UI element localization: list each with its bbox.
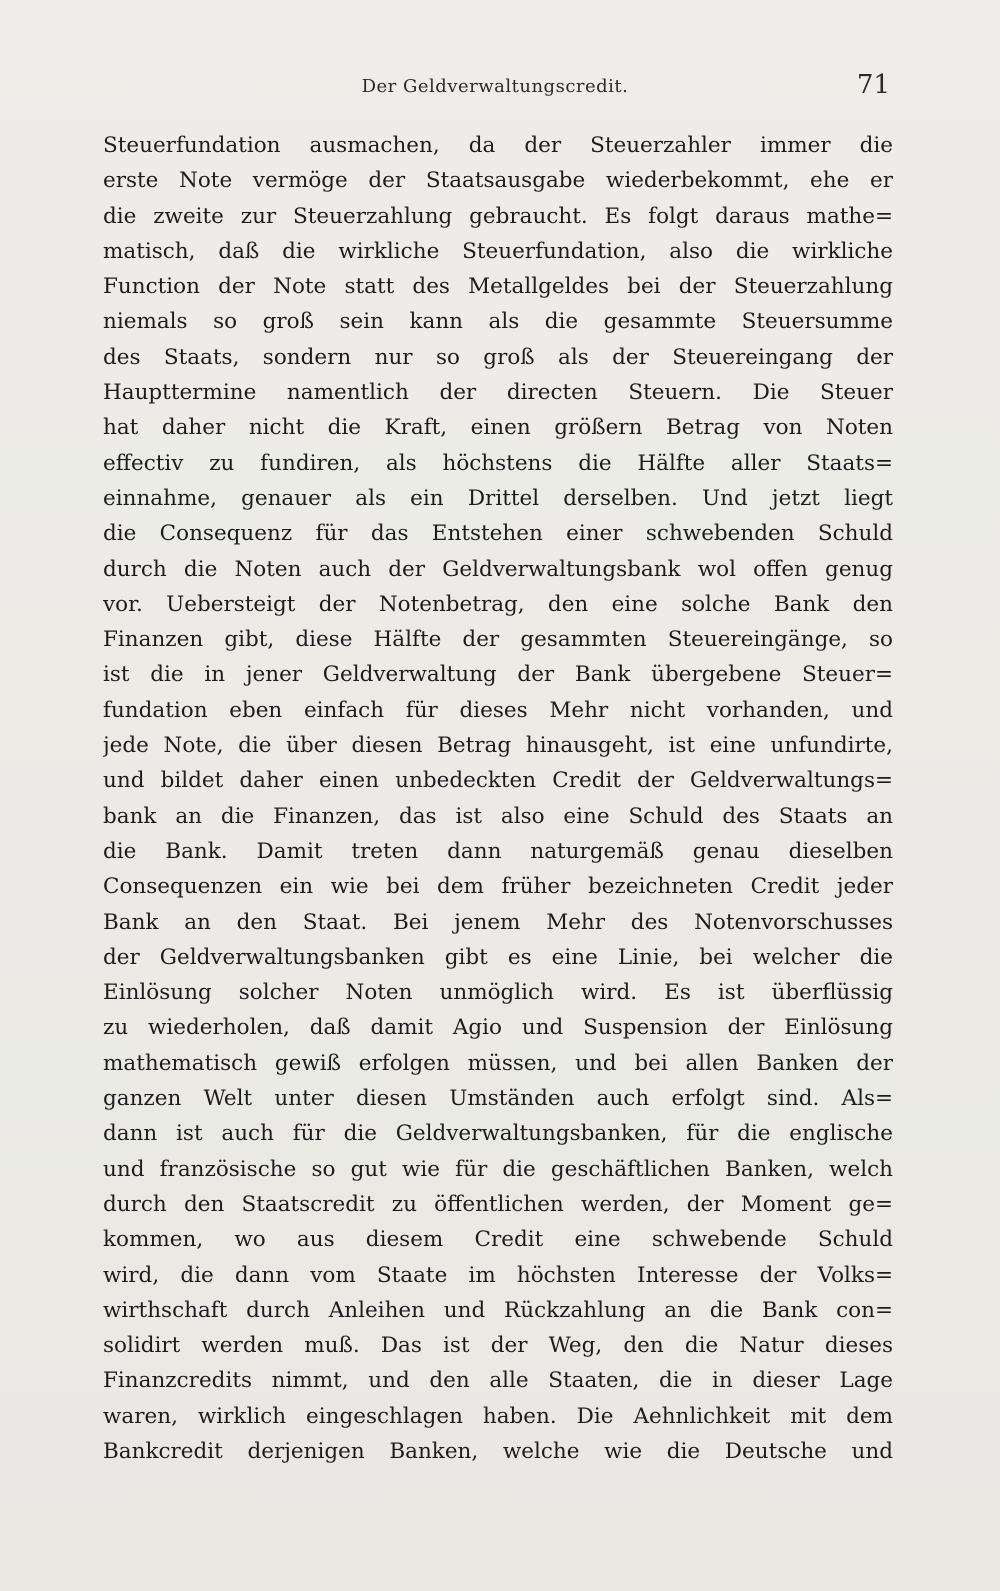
text-line: Bankcredit derjenigen Banken, welche wie die Deutsche und [103,1438,893,1464]
running-head [100,70,890,110]
text-line: ganzen Welt unter diesen Umständen auch erfolgt sind. Als= [103,1086,893,1112]
text-line: wird, die dann vom Staate im höchsten Interesse der Volks= [103,1262,893,1288]
text-line: der Geldverwaltungsbanken gibt es eine Linie, bei welcher die [103,944,893,970]
text-line: und bildet daher einen unbedeckten Credit der Geldverwaltungs= [103,768,893,794]
text-line: mathematisch gewiß erfolgen müssen, und bei allen Banken der [103,1050,893,1076]
text-line: des Staats, sondern nur so groß als der Steuereingang der [103,344,893,370]
text-line: niemals so groß sein kann als die gesammte Steuersumme [103,309,893,335]
text-line: fundation eben einfach für dieses Mehr nicht vorhanden, und [103,697,893,723]
text-line: bank an die Finanzen, das ist also eine Schuld des Staats an [103,803,893,829]
body-text [103,128,893,1469]
text-line: erste Note vermöge der Staatsausgabe wiederbekommt, ehe er [103,168,893,194]
text-line: waren, wirklich eingeschlagen haben. Die Aehnlichkeit mit dem [103,1403,893,1429]
text-line: wirthschaft durch Anleihen und Rückzahlung an die Bank con= [103,1297,893,1323]
text-line: einnahme, genauer als ein Drittel derselben. Und jetzt liegt [103,485,893,511]
text-line: Finanzcredits nimmt, und den alle Staaten, die in dieser Lage [103,1368,893,1394]
text-line: Function der Note statt des Metallgeldes bei der Steuerzahlung [103,274,893,300]
text-line: Steuerfundation ausmachen, da der Steuerzahler immer die [103,133,893,158]
text-line: zu wiederholen, daß damit Agio und Suspension der Einlösung [103,1015,893,1041]
text-line: Bank an den Staat. Bei jenem Mehr des Notenvorschusses [103,909,893,935]
text-line: matisch, daß die wirkliche Steuerfundation, also die wirkliche [103,238,893,264]
running-title: Der Geldverwaltungscredit. [361,76,629,97]
text-line: durch den Staatscredit zu öffentlichen werden, der Moment ge= [103,1191,893,1217]
text-line: hat daher nicht die Kraft, einen größern Betrag von Noten [103,415,893,441]
text-line: und französische so gut wie für die geschäftlichen Banken, welch [103,1156,893,1182]
text-line: effectiv zu fundiren, als höchstens die Hälfte aller Staats= [103,450,893,476]
text-line: ist die in jener Geldverwaltung der Bank übergebene Steuer= [103,662,893,688]
text-line: kommen, wo aus diesem Credit eine schwebende Schuld [103,1227,893,1253]
text-line: dann ist auch für die Geldverwaltungsbanken, für die englische [103,1121,893,1147]
text-line: die Bank. Damit treten dann naturgemäß genau dieselben [103,838,893,864]
text-line: Haupttermine namentlich der directen Steuern. Die Steuer [103,380,893,406]
text-line: solidirt werden muß. Das ist der Weg, den die Natur dieses [103,1333,893,1359]
text-line: jede Note, die über diesen Betrag hinausgeht, ist eine unfundirte, [103,733,893,759]
page-number: 71 [856,70,890,100]
text-line: Finanzen gibt, diese Hälfte der gesammten Steuereingänge, so [103,627,893,653]
text-line: die Consequenz für das Entstehen einer schwebenden Schuld [103,521,893,547]
text-line: vor. Uebersteigt der Notenbetrag, den eine solche Bank den [103,591,893,617]
text-line: Einlösung solcher Noten unmöglich wird. Es ist überflüssig [103,980,893,1006]
text-line: die zweite zur Steuerzahlung gebraucht. Es folgt daraus mathe= [103,203,893,229]
text-line: Consequenzen ein wie bei dem früher bezeichneten Credit jeder [103,874,893,900]
text-line: durch die Noten auch der Geldverwaltungsbank wol offen genug [103,556,893,582]
